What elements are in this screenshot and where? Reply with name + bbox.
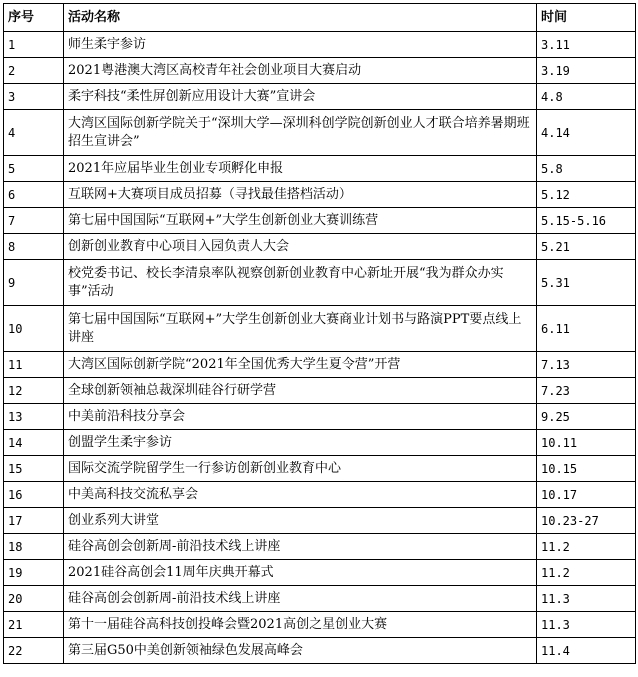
table-row	[4, 84, 636, 110]
table-row	[4, 208, 636, 234]
cell-name: 创盟学生柔宇参访	[64, 430, 537, 456]
cell-index: 2	[4, 58, 64, 84]
cell-index: 14	[4, 430, 64, 456]
cell-index: 21	[4, 612, 64, 638]
cell-name: 校党委书记、校长李清泉率队视察创新创业教育中心新址开展“我为群众办实事”活动	[64, 260, 537, 306]
cell-index: 16	[4, 482, 64, 508]
cell-index: 20	[4, 586, 64, 612]
table-row	[4, 534, 636, 560]
cell-name: 全球创新领袖总裁深圳硅谷行研学营	[64, 378, 537, 404]
cell-name: 中美前沿科技分享会	[64, 404, 537, 430]
cell-name: 硅谷高创会创新周-前沿技术线上讲座	[64, 534, 537, 560]
cell-index: 10	[4, 306, 64, 352]
table-row	[4, 234, 636, 260]
cell-index: 19	[4, 560, 64, 586]
table-row	[4, 110, 636, 156]
cell-time: 4.14	[537, 110, 636, 156]
cell-time: 11.2	[537, 534, 636, 560]
cell-index: 4	[4, 110, 64, 156]
cell-index: 5	[4, 156, 64, 182]
header-row	[4, 4, 636, 32]
header-index: 序号	[4, 4, 64, 32]
cell-name: 互联网+大赛项目成员招募（寻找最佳搭档活动）	[64, 182, 537, 208]
cell-name: 中美高科技交流私享会	[64, 482, 537, 508]
table-row	[4, 404, 636, 430]
cell-index: 11	[4, 352, 64, 378]
table-row	[4, 260, 636, 306]
cell-name: 大湾区国际创新学院“2021年全国优秀大学生夏令营”开营	[64, 352, 537, 378]
cell-index: 13	[4, 404, 64, 430]
cell-name: 创新创业教育中心项目入园负责人大会	[64, 234, 537, 260]
cell-index: 22	[4, 638, 64, 664]
table-row	[4, 306, 636, 352]
cell-time: 9.25	[537, 404, 636, 430]
cell-name: 创业系列大讲堂	[64, 508, 537, 534]
table-row	[4, 586, 636, 612]
cell-time: 3.19	[537, 58, 636, 84]
cell-time: 5.15-5.16	[537, 208, 636, 234]
table-row	[4, 182, 636, 208]
cell-time: 4.8	[537, 84, 636, 110]
cell-index: 15	[4, 456, 64, 482]
cell-time: 10.11	[537, 430, 636, 456]
table-row	[4, 482, 636, 508]
table-row	[4, 352, 636, 378]
cell-name: 国际交流学院留学生一行参访创新创业教育中心	[64, 456, 537, 482]
cell-name: 硅谷高创会创新周-前沿技术线上讲座	[64, 586, 537, 612]
table-row	[4, 430, 636, 456]
activity-table	[3, 3, 636, 664]
cell-time: 7.23	[537, 378, 636, 404]
cell-time: 5.31	[537, 260, 636, 306]
cell-index: 8	[4, 234, 64, 260]
cell-index: 9	[4, 260, 64, 306]
cell-time: 10.17	[537, 482, 636, 508]
cell-name: 柔宇科技“柔性屏创新应用设计大赛”宣讲会	[64, 84, 537, 110]
cell-index: 7	[4, 208, 64, 234]
cell-index: 12	[4, 378, 64, 404]
cell-time: 6.11	[537, 306, 636, 352]
table-row	[4, 508, 636, 534]
cell-time: 11.3	[537, 586, 636, 612]
table-row	[4, 560, 636, 586]
cell-time: 5.12	[537, 182, 636, 208]
cell-time: 10.15	[537, 456, 636, 482]
cell-name: 第十一届硅谷高科技创投峰会暨2021高创之星创业大赛	[64, 612, 537, 638]
table-row	[4, 58, 636, 84]
cell-name: 2021年应届毕业生创业专项孵化申报	[64, 156, 537, 182]
cell-time: 5.8	[537, 156, 636, 182]
header-time: 时间	[537, 4, 636, 32]
cell-time: 5.21	[537, 234, 636, 260]
cell-index: 18	[4, 534, 64, 560]
table-row	[4, 612, 636, 638]
cell-name: 第三届G50中美创新领袖绿色发展高峰会	[64, 638, 537, 664]
cell-name: 第七届中国国际“互联网+”大学生创新创业大赛商业计划书与路演PPT要点线上讲座	[64, 306, 537, 352]
table-row	[4, 156, 636, 182]
cell-time: 11.2	[537, 560, 636, 586]
cell-index: 1	[4, 32, 64, 58]
cell-name: 大湾区国际创新学院关于“深圳大学—深圳科创学院创新创业人才联合培养暑期班招生宣讲会”	[64, 110, 537, 156]
table-row	[4, 378, 636, 404]
cell-time: 3.11	[537, 32, 636, 58]
table-row	[4, 456, 636, 482]
table-row	[4, 32, 636, 58]
cell-index: 6	[4, 182, 64, 208]
table-row	[4, 638, 636, 664]
header-name: 活动名称	[64, 4, 537, 32]
cell-time: 11.3	[537, 612, 636, 638]
cell-time: 7.13	[537, 352, 636, 378]
cell-name: 第七届中国国际“互联网+”大学生创新创业大赛训练营	[64, 208, 537, 234]
cell-index: 3	[4, 84, 64, 110]
cell-name: 2021粤港澳大湾区高校青年社会创业项目大赛启动	[64, 58, 537, 84]
cell-index: 17	[4, 508, 64, 534]
cell-name: 师生柔宇参访	[64, 32, 537, 58]
cell-time: 10.23-27	[537, 508, 636, 534]
cell-name: 2021硅谷高创会11周年庆典开幕式	[64, 560, 537, 586]
cell-time: 11.4	[537, 638, 636, 664]
